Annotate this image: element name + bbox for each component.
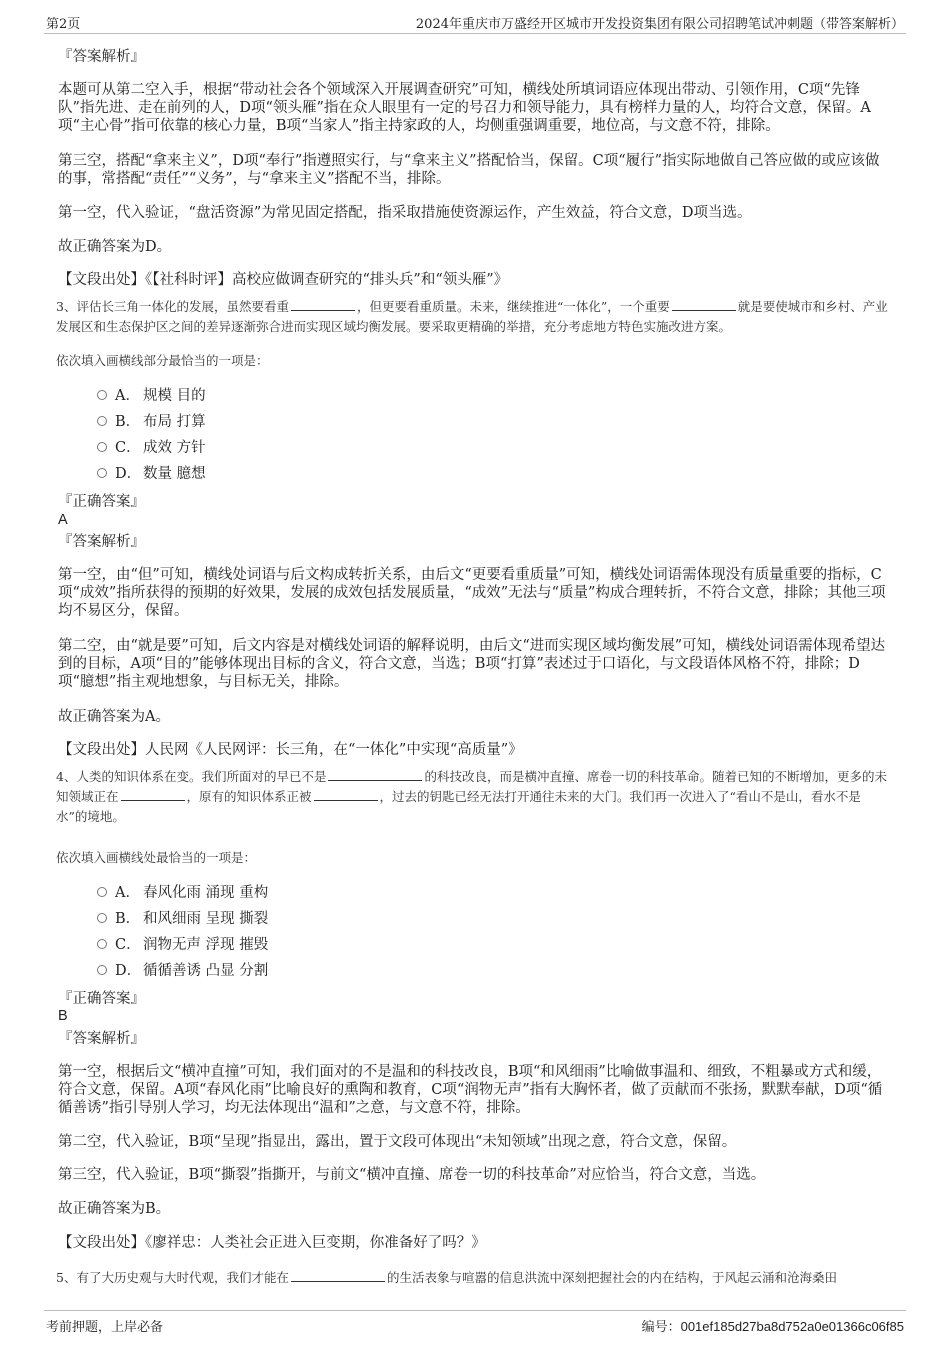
analysis-paragraph: 第三空，代入验证，B项“撕裂”指撕开，与前文“横冲直撞、席卷一切的科技革命”对应恰当，符合文意，当选。: [58, 1167, 766, 1183]
analysis-paragraph: 第一空，代入验证，“盘活资源”为常见固定搭配，指采取措施使资源运作，产生效益，符合文意，D项当选。: [58, 205, 752, 221]
blank-line: [291, 297, 355, 311]
blank-line: [314, 787, 378, 801]
analysis-label: 『答案解析』: [58, 534, 145, 550]
analysis-paragraph: 本题可从第二空入手，根据“带动社会各个领域深入开展调查研究”可知，横线处所填词语应体现出带动、引领作用，C项“先锋队”指先进、走在前列的人，D项“领头雁”指在众人眼里有一定的号召力和领导能力，具有榜样力量的人，均符合文意，保留。A项“主心骨”指可依靠的核心力量，B项“当家人”指主持家政的人，均侧重强调重要，地位高，与文意不符，排除。: [58, 82, 871, 134]
document-code: 编号：001ef185d27ba8d752a0e01366c06f85: [641, 1319, 904, 1334]
source-citation: 【文段出处】《廖祥忠：人类社会正进入巨变期，你准备好了吗？》: [58, 1235, 486, 1251]
correct-answer-label: 『正确答案』: [58, 991, 145, 1007]
radio-icon[interactable]: [97, 416, 107, 426]
radio-icon[interactable]: [97, 913, 107, 923]
answer-conclusion: 故正确答案为D。: [58, 239, 172, 255]
correct-answer: A: [58, 512, 68, 528]
question-stem: 5、有了大历史观与大时代观，我们才能在 的生活表象与喧嚣的信息洪流中深刻把握社会的内在结构，于风起云涌和沧海桑田: [56, 1270, 837, 1285]
radio-icon[interactable]: [97, 939, 107, 949]
answer-conclusion: 故正确答案为B。: [58, 1201, 171, 1217]
page-footer: [44, 1310, 906, 1335]
answer-conclusion: 故正确答案为A。: [58, 709, 170, 725]
blank-line: [328, 767, 422, 781]
radio-icon[interactable]: [97, 390, 107, 400]
analysis-paragraph: 第一空，由“但”可知，横线处词语与后文构成转折关系，由后文“更要看重质量”可知，横线处词语需体现没有质量重要的指标，C项“成效”指所获得的预期的好效果，发展的成效包括发展质量，“成效”无法与“质量”构成合理转折，不符合文意，排除；其他三项均不易区分，保留。: [58, 567, 886, 619]
option-d[interactable]: D． 数量 臆想: [97, 465, 206, 483]
document-title: 2024年重庆市万盛经开区城市开发投资集团有限公司招聘笔试冲刺题（带答案解析）: [415, 17, 904, 32]
source-citation: 【文段出处】人民网《人民网评：长三角，在“一体化”中实现“高质量”》: [58, 742, 523, 758]
radio-icon[interactable]: [97, 887, 107, 897]
blank-line: [672, 297, 736, 311]
correct-answer-label: 『正确答案』: [58, 494, 145, 510]
blank-line: [121, 787, 185, 801]
option-a[interactable]: A． 规模 目的: [97, 387, 206, 405]
radio-icon[interactable]: [97, 965, 107, 975]
question-prompt: 依次填入画横线处最恰当的一项是：: [56, 850, 257, 865]
option-d[interactable]: D． 循循善诱 凸显 分割: [97, 962, 268, 980]
question-prompt: 依次填入画横线部分最恰当的一项是：: [56, 353, 269, 368]
option-a[interactable]: A． 春风化雨 涌现 重构: [97, 884, 268, 902]
analysis-paragraph: 第三空，搭配“拿来主义”，D项“奉行”指遵照实行，与“拿来主义”搭配恰当，保留。C项“履行”指实际地做自己答应做的或应该做的事，常搭配“责任”“义务”，与“拿来主义”搭配不当，排除。: [58, 153, 880, 187]
page-header: [44, 11, 906, 34]
blank-line: [291, 1268, 385, 1282]
analysis-label: 『答案解析』: [58, 49, 145, 65]
radio-icon[interactable]: [97, 468, 107, 478]
radio-icon[interactable]: [97, 442, 107, 452]
option-c[interactable]: C． 润物无声 浮现 摧毁: [97, 936, 268, 954]
question-stem: 4、人类的知识体系在变。我们所面对的早已不是 的科技改良，而是横冲直撞、席卷一切的科技革命。随着已知的不断增加，更多的未知领域正在 ，原有的知识体系正被 ，过去的钥匙已经无法打开通往未来的大门。我们再一次进入了“看山不是山，看水不是水”的境地。: [56, 769, 887, 824]
page-number: 第2页: [46, 17, 81, 32]
correct-answer: B: [58, 1008, 68, 1024]
option-c[interactable]: C． 成效 方针: [97, 439, 206, 457]
option-b[interactable]: B． 和风细雨 呈现 撕裂: [97, 910, 268, 928]
analysis-paragraph: 第二空，代入验证，B项“呈现”指显出，露出，置于文段可体现出“未知领域”出现之意，符合文意，保留。: [58, 1134, 737, 1150]
footer-slogan: 考前押题，上岸必备: [46, 1320, 164, 1335]
analysis-paragraph: 第二空，由“就是要”可知，后文内容是对横线处词语的解释说明，由后文“进而实现区域均衡发展”可知，横线处词语需体现希望达到的目标，A项“目的”能够体现出目标的含义，符合文意，当选；B项“打算”表述过于口语化，与文段语体风格不符，排除；D项“臆想”指主观地想象，与目标无关，排除。: [58, 638, 886, 690]
analysis-label: 『答案解析』: [58, 1031, 145, 1047]
option-b[interactable]: B． 布局 打算: [97, 413, 206, 431]
question-stem: 3、评估长三角一体化的发展，虽然要看重 ，但更要看重质量。未来，继续推进“一体化”，一个重要 就是要使城市和乡村、产业发展区和生态保护区之间的差异逐渐弥合进而实现区域均衡发展。要采取更精确的举措，充分考虑地方特色实施改进方案。: [56, 299, 888, 334]
analysis-paragraph: 第一空，根据后文“横冲直撞”可知，我们面对的不是温和的科技改良，B项“和风细雨”比喻做事温和、细致，不粗暴或方式和缓，符合文意，保留。A项“春风化雨”比喻良好的熏陶和教育，C项“润物无声”指有大胸怀者，做了贡献而不张扬，默默奉献，D项“循循善诱”指引导别人学习，均无法体现出“温和”之意，与文意不符，排除。: [58, 1064, 883, 1116]
source-citation: 【文段出处】《【社科时评】高校应做调查研究的“排头兵”和“领头雁”》: [58, 272, 509, 288]
